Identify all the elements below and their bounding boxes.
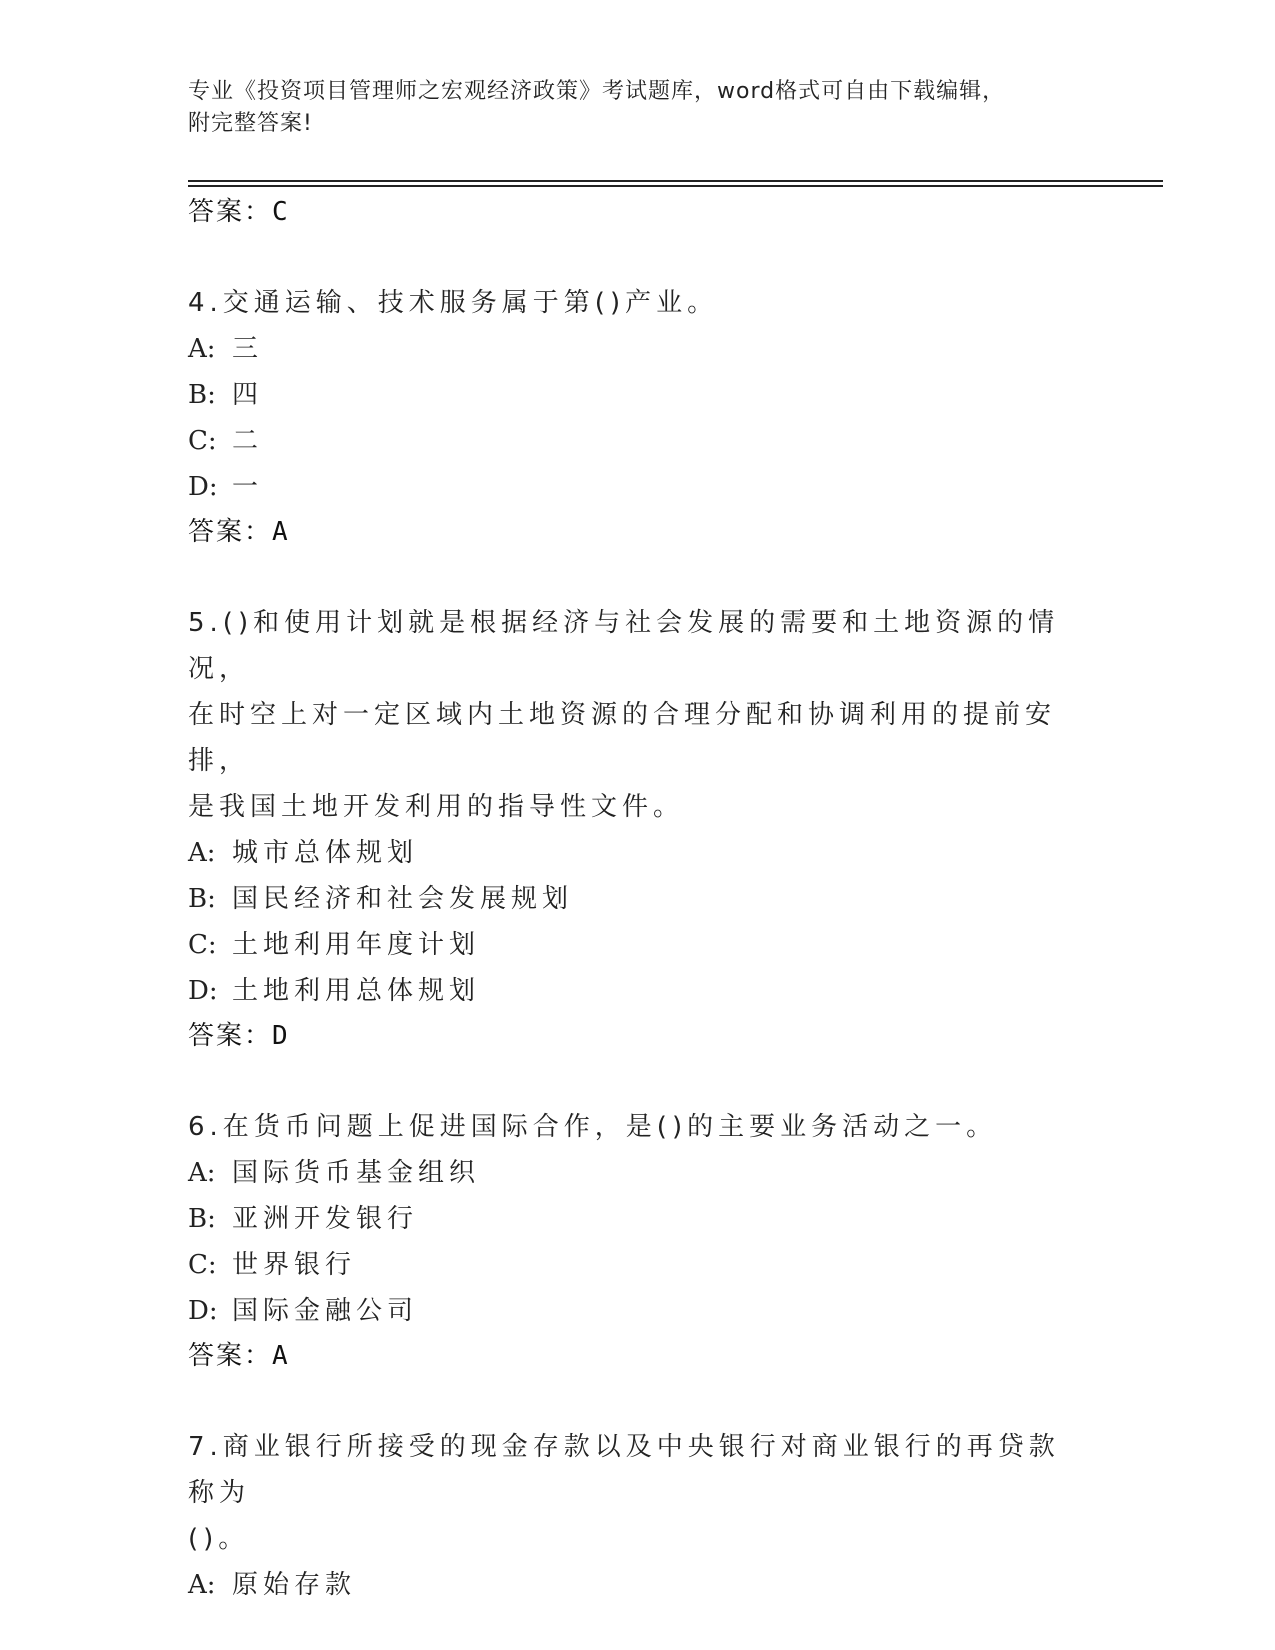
- option-c: [188, 1242, 1088, 1288]
- question-text-line: 是我国土地开发利用的指导性文件。: [188, 792, 685, 822]
- question-text-line: 4.交通运输、技术服务属于第()产业。: [188, 288, 719, 318]
- question-5: [188, 600, 1088, 830]
- option-b: [188, 372, 1088, 418]
- spacer: [188, 1058, 1088, 1104]
- answer-label: 答案：: [188, 197, 273, 227]
- answer-label: 答案：: [188, 517, 273, 547]
- question-text-line: 6.在货币问题上促进国际合作，是()的主要业务活动之一。: [188, 1112, 998, 1142]
- option-key: C:: [188, 426, 217, 456]
- question-text-line: 在时空上对一定区域内土地资源的合理分配和协调利用的提前安排，: [188, 700, 1057, 776]
- option-a: [188, 1562, 1088, 1608]
- option-text: 四: [232, 380, 264, 410]
- answer-line: [188, 1014, 1088, 1058]
- option-key: B:: [188, 1204, 216, 1234]
- option-a: [188, 326, 1088, 372]
- option-key: D:: [188, 1296, 218, 1326]
- option-text: 世界银行: [232, 1250, 357, 1280]
- option-c: [188, 418, 1088, 464]
- option-d: [188, 1288, 1088, 1334]
- option-key: B:: [188, 884, 216, 914]
- spacer: [188, 234, 1088, 280]
- question-text-line: 7.商业银行所接受的现金存款以及中央银行对商业银行的再贷款称为: [188, 1432, 1060, 1508]
- option-text: 城市总体规划: [232, 838, 419, 868]
- option-key: B:: [188, 380, 216, 410]
- option-key: A:: [188, 838, 216, 868]
- answer-value: A: [272, 1341, 290, 1371]
- answer-label: 答案：: [188, 1021, 273, 1051]
- option-text: 国际货币基金组织: [232, 1158, 481, 1188]
- option-text: 原始存款: [232, 1570, 357, 1600]
- header-line-2: 附完整答案!: [188, 111, 313, 136]
- header-rule-top: [188, 180, 1163, 182]
- document-header: [188, 76, 1068, 140]
- option-b: [188, 876, 1088, 922]
- answer-value: C: [272, 197, 290, 227]
- option-text: 土地利用年度计划: [232, 930, 481, 960]
- spacer: [188, 1378, 1088, 1424]
- question-6: [188, 1104, 1088, 1150]
- option-key: D:: [188, 976, 218, 1006]
- option-text: 三: [232, 334, 264, 364]
- answer-line: [188, 1334, 1088, 1378]
- header-line-1: 专业《投资项目管理师之宏观经济政策》考试题库，word格式可自由下载编辑，: [188, 79, 1006, 104]
- option-key: A:: [188, 1158, 216, 1188]
- question-text-line: 5.()和使用计划就是根据经济与社会发展的需要和土地资源的情况，: [188, 608, 1060, 684]
- option-d: [188, 464, 1088, 510]
- option-key: C:: [188, 930, 217, 960]
- answer-label: 答案：: [188, 1341, 273, 1371]
- option-key: A:: [188, 334, 216, 364]
- option-text: 国际金融公司: [232, 1296, 419, 1326]
- header-rule-bottom: [188, 185, 1163, 187]
- question-4: [188, 280, 1088, 326]
- option-d: [188, 968, 1088, 1014]
- spacer: [188, 554, 1088, 600]
- answer-line: [188, 190, 1088, 234]
- option-a: [188, 830, 1088, 876]
- option-text: 国民经济和社会发展规划: [232, 884, 574, 914]
- option-text: 一: [232, 472, 264, 502]
- question-list: [188, 190, 1088, 1608]
- option-key: D:: [188, 472, 218, 502]
- option-a: [188, 1150, 1088, 1196]
- option-b: [188, 1196, 1088, 1242]
- option-key: C:: [188, 1250, 217, 1280]
- option-c: [188, 922, 1088, 968]
- question-text-line: ()。: [188, 1524, 250, 1554]
- question-7: [188, 1424, 1088, 1562]
- option-text: 亚洲开发银行: [232, 1204, 419, 1234]
- answer-line: [188, 510, 1088, 554]
- option-text: 土地利用总体规划: [232, 976, 481, 1006]
- answer-value: A: [272, 517, 290, 547]
- answer-value: D: [272, 1021, 290, 1051]
- option-text: 二: [232, 426, 264, 456]
- option-key: A:: [188, 1570, 216, 1600]
